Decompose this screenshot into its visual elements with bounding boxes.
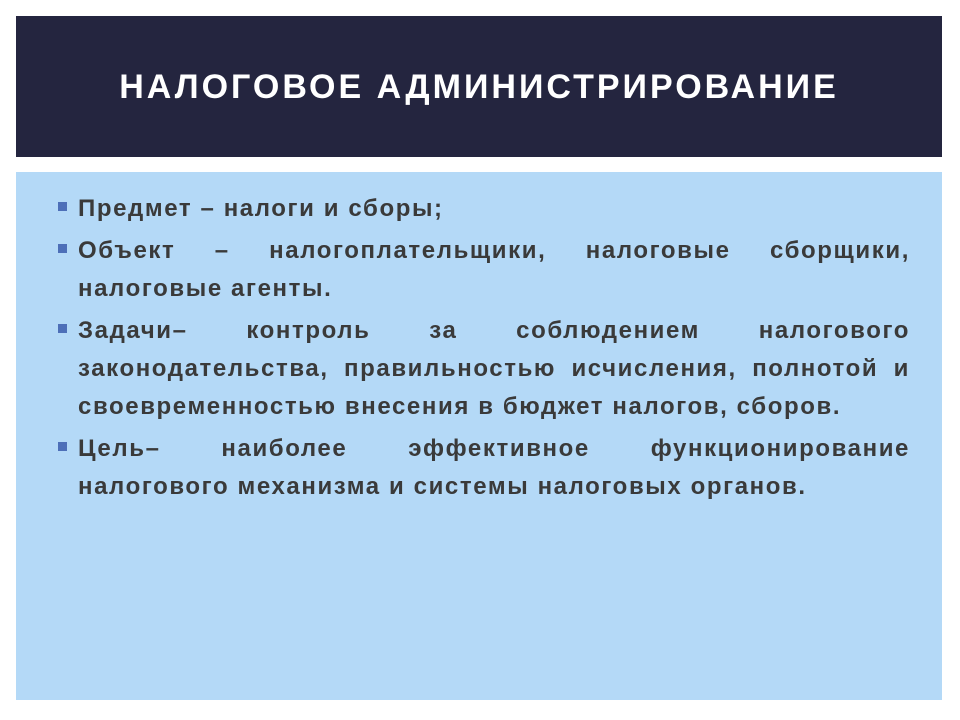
bullet-item-tasks: [58, 312, 910, 426]
bullet-text: Задачи– контроль за соблюдением налогового законодательства, правильностью исчисления, полнотой и своевременностью внесения в бюджет налогов, сборов.: [78, 317, 910, 420]
bullet-item-object: [58, 232, 910, 308]
bullet-list: [58, 190, 910, 510]
bullet-item-subject: [58, 190, 910, 228]
bullet-text: Объект – налогоплательщики, налоговые сборщики, налоговые агенты.: [78, 237, 910, 302]
slide-title: НАЛОГОВОЕ АДМИНИСТРИРОВАНИЕ: [119, 68, 839, 106]
bullet-item-goal: [58, 430, 910, 506]
square-bullet-icon: [58, 244, 67, 253]
square-bullet-icon: [58, 442, 67, 451]
slide-title-bar: [16, 16, 942, 157]
square-bullet-icon: [58, 324, 67, 333]
square-bullet-icon: [58, 202, 67, 211]
bullet-text: Предмет – налоги и сборы;: [78, 195, 444, 222]
bullet-text: Цель– наиболее эффективное функционирование налогового механизма и системы налоговых органов.: [78, 435, 910, 500]
slide-content-panel: [16, 172, 942, 700]
